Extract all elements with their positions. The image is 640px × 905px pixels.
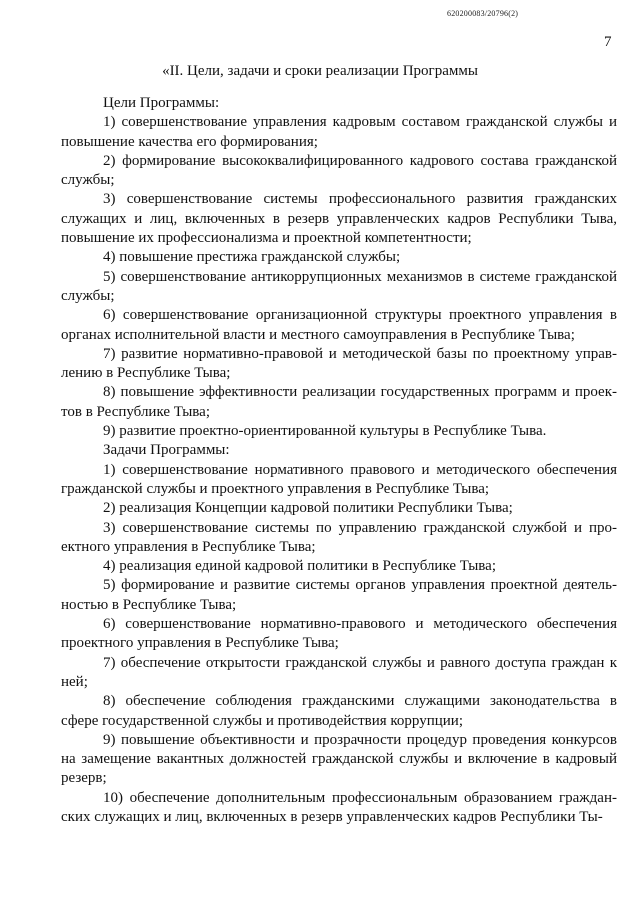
- section-title: «II. Цели, задачи и сроки реализации Программы: [162, 63, 478, 79]
- tasks-heading: Задачи Программы:: [103, 442, 230, 459]
- task-item: 9) повышение объективности и прозрачности процедур проведения конкурсов на замещение вакантных должностей гражданской службы и включение в кадровый резерв;: [61, 731, 617, 787]
- document-code: 620200083/20796(2): [447, 9, 519, 18]
- goal-item: 1) совершенствование управления кадровым составом гражданской службы и повышение качества его формирования;: [61, 114, 617, 150]
- goal-item: 4) повышение престижа гражданской службы;: [103, 249, 401, 266]
- task-item: 1) совершенствование нормативного правового и методического обеспечения гражданской службы и проектного управления в Республике Тыва;: [61, 461, 617, 497]
- goal-item: 2) формирование высококвалифицированного кадрового состава гражданской службы;: [61, 152, 617, 189]
- goal-item: 8) повышение эффективности реализации государственных программ и проектов в Республике Тыва;: [61, 384, 617, 420]
- task-item: 7) обеспечение открытости гражданской службы и равного доступа граждан к ней;: [61, 654, 617, 690]
- goals-heading: Цели Программы:: [103, 95, 220, 111]
- page-number: 7: [604, 34, 612, 50]
- goal-item: 9) развитие проектно-ориентированной культуры в Республике Тыва.: [103, 423, 547, 440]
- goal-item: 3) совершенствование системы профессионального развития гражданских служащих и лиц, включенных в резерв управленческих кадров Республики Тыва, повышение их профессионализма и проектной компетентности;: [61, 191, 617, 247]
- goal-item: 6) совершенствование организационной структуры проектного управления в органах исполнительной власти и местного самоуправления в Республике Тыва;: [61, 307, 617, 343]
- task-item: 4) реализация единой кадровой политики в Республике Тыва;: [103, 558, 496, 575]
- document-body: [61, 94, 617, 827]
- task-item: 8) обеспечение соблюдения гражданскими служащими законодательства в сфере государственной службы и противодействия коррупции;: [61, 693, 617, 729]
- task-item: 2) реализация Концепции кадровой политики Республики Тыва;: [103, 500, 513, 517]
- task-item: 3) совершенствование системы по управлению гражданской службой и проектного управления в Республике Тыва;: [61, 519, 617, 555]
- goal-item: 5) совершенствование антикоррупционных механизмов в системе гражданской службы;: [61, 268, 617, 304]
- task-item: 5) формирование и развитие системы органов управления проектной деятельностью в Республике Тыва;: [61, 577, 617, 613]
- goal-item: 7) развитие нормативно-правовой и методической базы по проектному управлению в Республике Тыва;: [61, 345, 617, 382]
- task-item: 6) совершенствование нормативно-правового и методического обеспечения проектного управления в Республике Тыва;: [61, 616, 617, 652]
- task-item: 10) обеспечение дополнительным профессиональным образованием гражданских служащих и лиц, включенных в резерв управленческих кадров Республики Ты-: [61, 789, 617, 825]
